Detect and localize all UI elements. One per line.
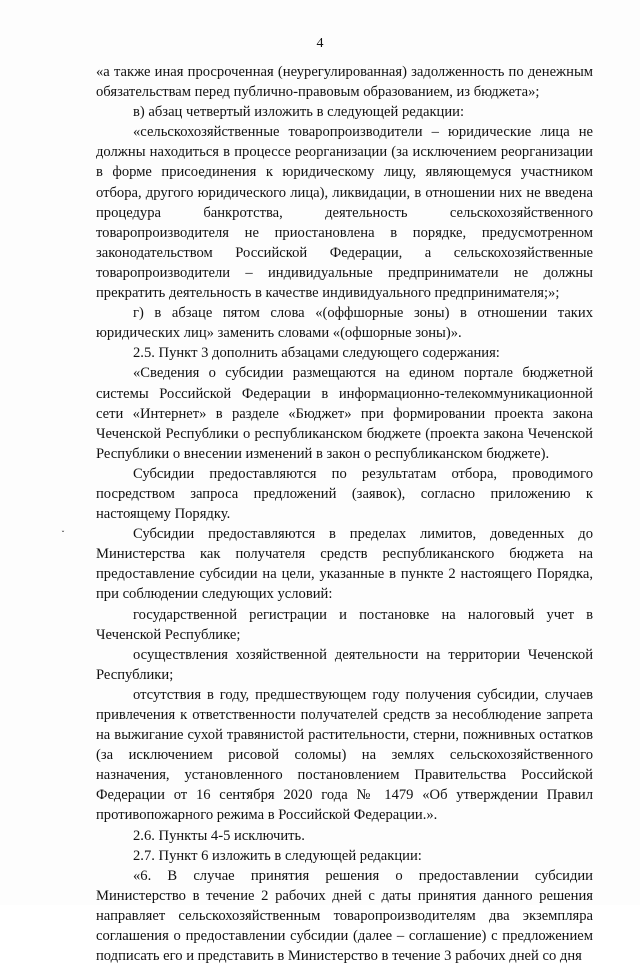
paragraph: осуществления хозяйственной деятельности на территории Чеченской Республики; [96, 646, 593, 683]
paragraph: отсутствия в году, предшествующем году получения субсидии, случаев привлечения к ответственности получателей средств за несоблюдение запрета на выжигание сухой травянистой растительности, стерни, пожнивных остатков (за исключением рисовой соломы) на землях сельскохозяйственного назначения, установленного постановлением Правительства Российской Федерации от 16 сентября 2020 года № 1479 «Об утверждении Правил противопожарного режима в Российской Федерации.». [96, 686, 593, 824]
page-number: 4 [316, 36, 324, 51]
paragraph: 2.6. Пункты 4-5 исключить. [133, 827, 305, 844]
paragraph: 2.7. Пункт 6 изложить в следующей редакции: [133, 847, 422, 864]
paragraph: «6. В случае принятия решения о предоставлении субсидии Министерство в течение 2 рабочих дней с даты принятия данного решения направляет сельскохозяйственным товаропроизводителям два экземпляра соглашения о предоставлении субсидии (далее – соглашение) с предложением подписать его и представить в Министерство в течение 3 рабочих дней со дня [96, 867, 593, 965]
paragraph: Субсидии предоставляются в пределах лимитов, доведенных до Министерства как получателя средств республиканского бюджета на предоставление субсидии на цели, указанные в пункте 2 настоящего Порядка, при соблюдении следующих условий: [96, 526, 593, 603]
paragraph: государственной регистрации и постановке на налоговый учет в Чеченской Республике; [96, 606, 593, 643]
paragraph: «Сведения о субсидии размещаются на едином портале бюджетной системы Российской Федерации в информационно-телекоммуникационной сети «Интернет» в разделе «Бюджет» при формировании проекта закона Чеченской Республики о республиканском бюджете (проекта закона Чеченской Республики о внесении изменений в закон о республиканском бюджете). [96, 365, 593, 462]
paragraph: в) абзац четвертый изложить в следующей редакции: [133, 104, 465, 121]
document-body [96, 62, 593, 966]
paragraph: г) в абзаце пятом слова «(оффшорные зоны) в отношении таких юридических лиц» заменить словами «(офшорные зоны)». [96, 305, 593, 342]
margin-mark: ˯ [61, 519, 65, 533]
paragraph: Субсидии предоставляются по результатам отбора, проводимого посредством запроса предложений (заявок), согласно приложению к настоящему Порядку. [96, 465, 593, 523]
paragraph: «а также иная просроченная (неурегулированная) задолженность по денежным обязательствам перед публично-правовым образованием, из бюджета»; [96, 64, 593, 101]
paragraph: 2.5. Пункт 3 дополнить абзацами следующего содержания: [133, 345, 500, 362]
paragraph: «сельскохозяйственные товаропроизводители – юридические лица не должны находиться в процессе реорганизации (за исключением реорганизации в форме присоединения к юридическому лицу, являющемуся участником отбора, другого юридического лица), ликвидации, в отношении них не введена процедура банкротства, деятельность сельскохозяйственного товаропроизводителя не приостановлена в порядке, предусмотренном законодательством Российской Федерации, а сельскохозяйственные товаропроизводители – индивидуальные предприниматели не должны прекратить деятельность в качестве индивидуального предпринимателя;»; [96, 124, 593, 302]
